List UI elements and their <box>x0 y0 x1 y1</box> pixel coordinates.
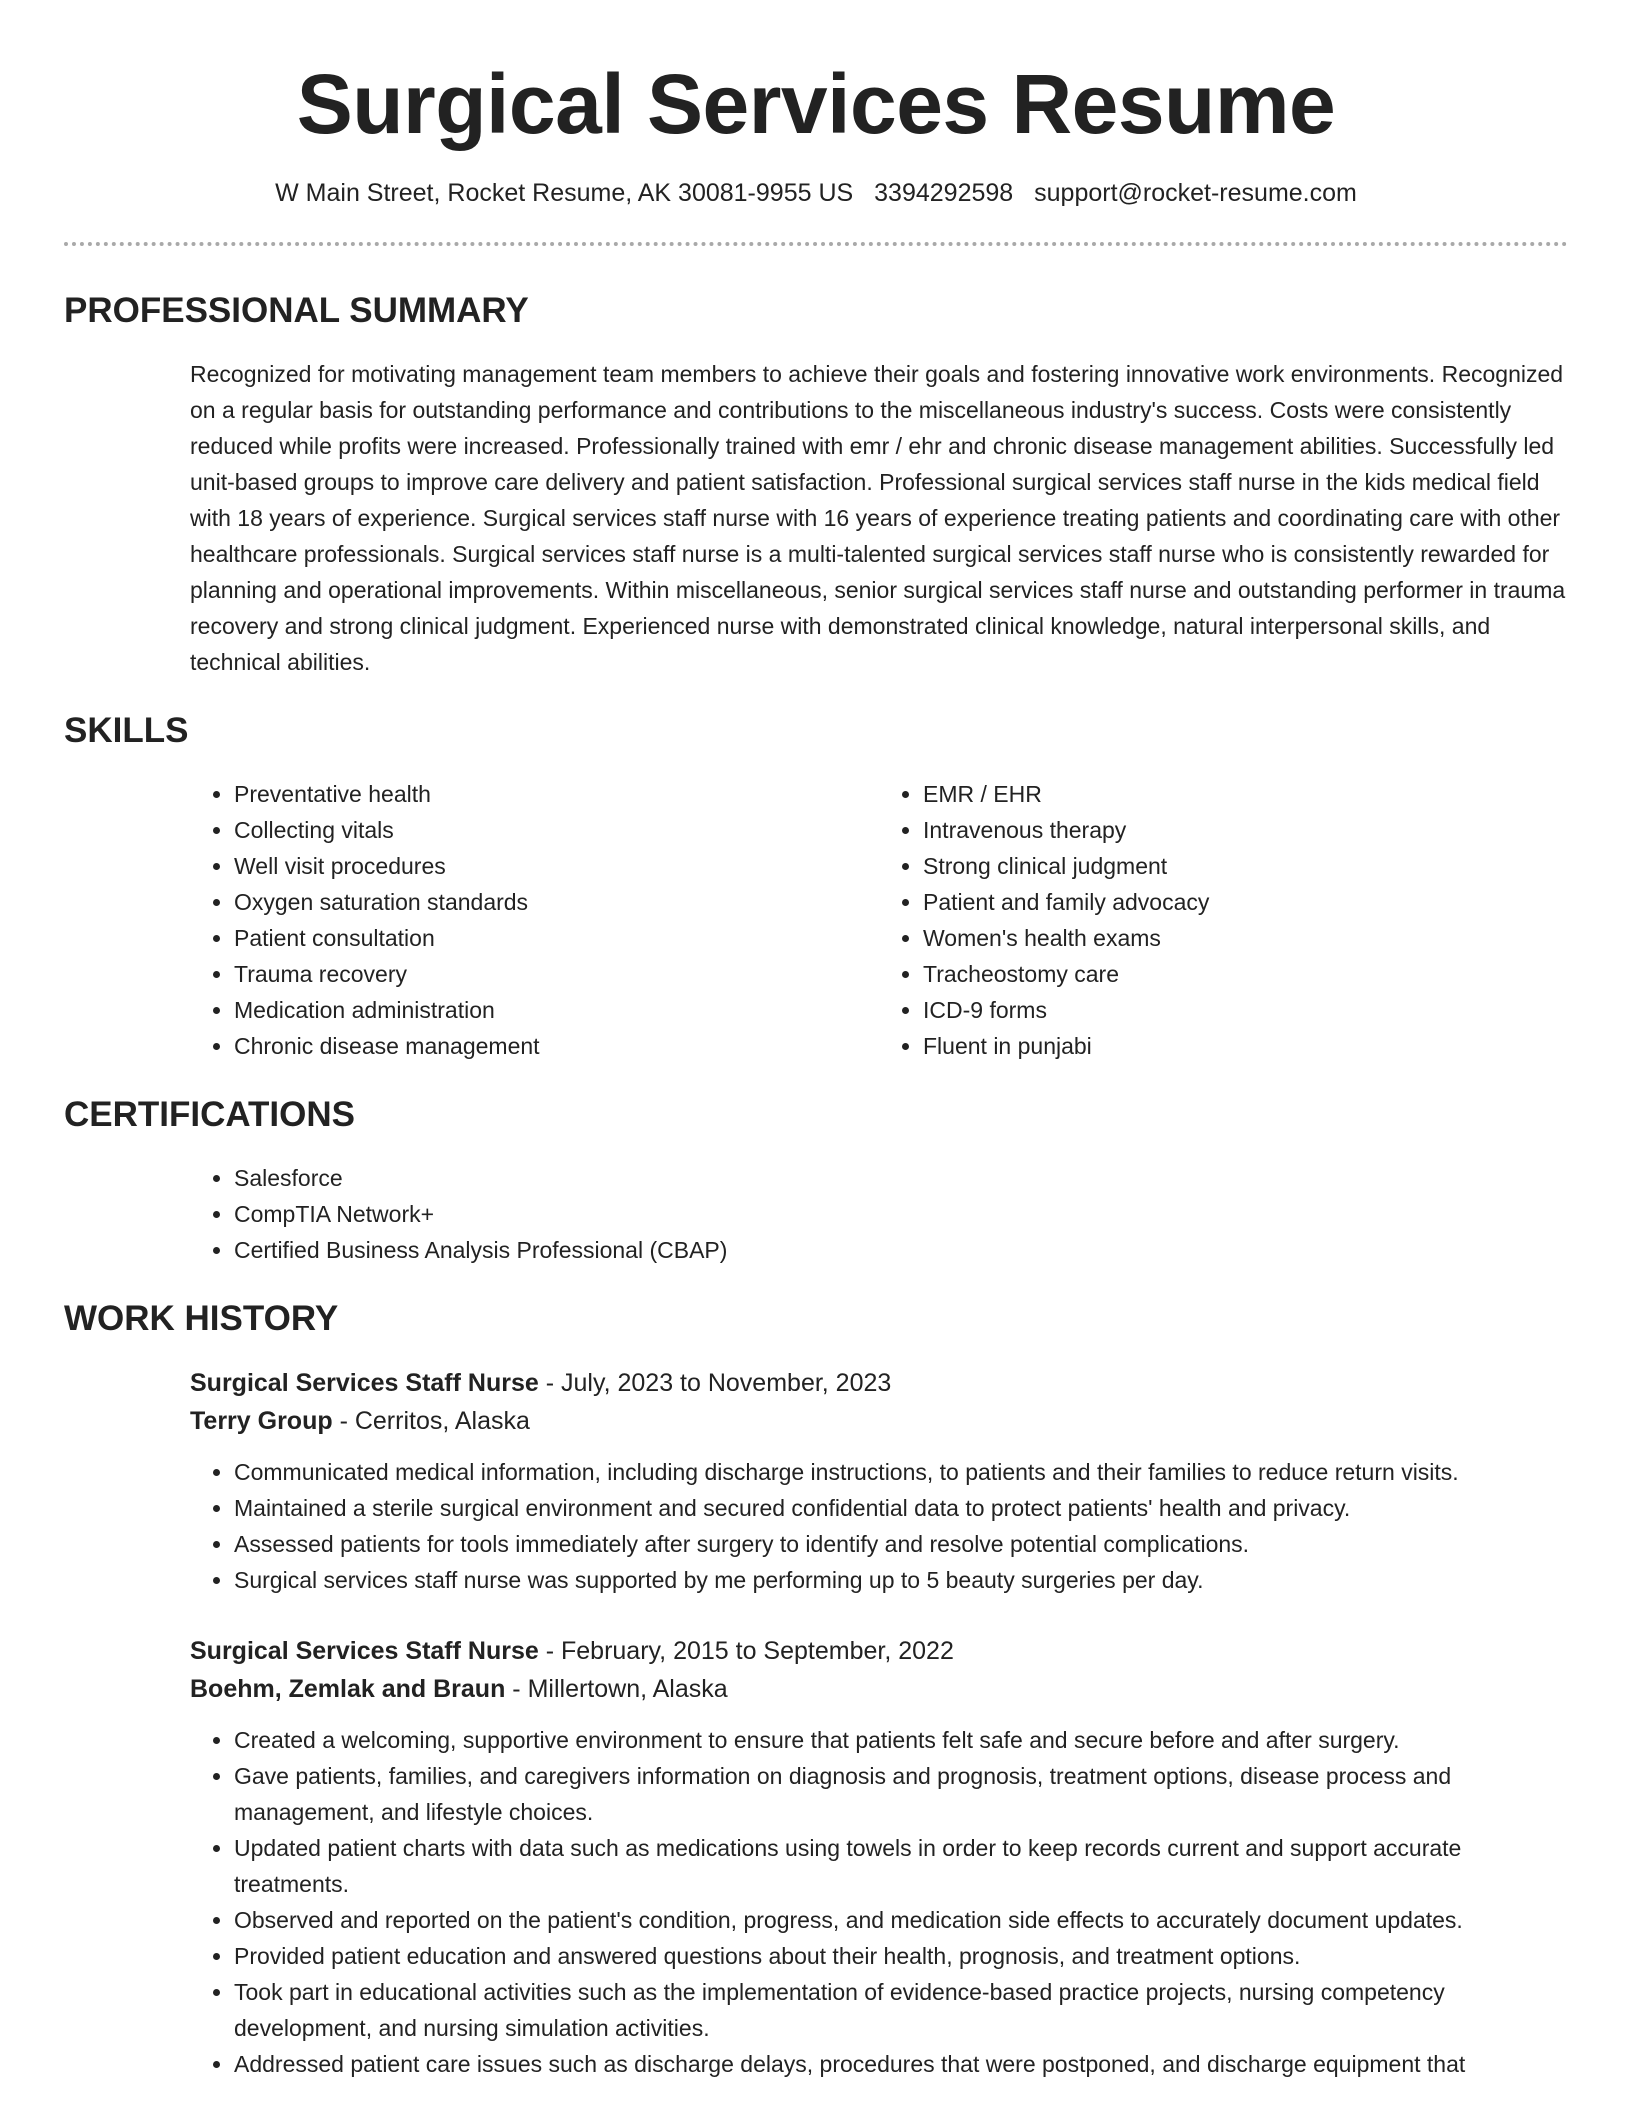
resume-page <box>64 0 1568 2082</box>
skill-item: • Intravenous therapy <box>923 812 1568 848</box>
job-title: Surgical Services Staff Nurse <box>190 1369 539 1397</box>
skill-item: • Collecting vitals <box>234 812 879 848</box>
job-bullets <box>190 1454 1568 1598</box>
job-bullet: • Created a welcoming, supportive environment to ensure that patients felt safe and secure before and after surgery. <box>234 1722 1568 1758</box>
job-bullet: • Communicated medical information, including discharge instructions, to patients and their families to reduce return visits. <box>234 1454 1568 1490</box>
contact-phone: 3394292598 <box>874 179 1014 207</box>
skill-item: • Patient and family advocacy <box>923 884 1568 920</box>
job-company-line <box>190 1670 1568 1708</box>
job-bullet: • Observed and reported on the patient's condition, progress, and medication side effects to accurately document updates. <box>234 1902 1568 1938</box>
job-bullets <box>190 1722 1568 2082</box>
skill-item: • EMR / EHR <box>923 776 1568 812</box>
summary-text: Recognized for motivating management team members to achieve their goals and fostering innovative work environments. Recognized on a regular basis for outstanding performance and contributions to the miscellaneous industry's success. Costs were consistently reduced while profits were increased. Professionally trained with emr / ehr and chronic disease management abilities. Successfully led unit-based groups to improve care delivery and patient satisfaction. Professional surgical services staff nurse in the kids medical field with 18 years of experience. Surgical services staff nurse with 16 years of experience treating patients and coordinating care with other healthcare professionals. Surgical services staff nurse is a multi-talented surgical services staff nurse who is consistently rewarded for planning and operational improvements. Within miscellaneous, senior surgical services staff nurse and outstanding performer in trauma recovery and strong clinical judgment. Experienced nurse with demonstrated clinical knowledge, natural interpersonal skills, and technical abilities. <box>190 361 1566 675</box>
job-bullet: • Gave patients, families, and caregivers information on diagnosis and prognosis, treatment options, disease process and management, and lifestyle choices. <box>234 1758 1568 1830</box>
job-title-line <box>190 1364 1568 1402</box>
skills-grid <box>190 776 1568 1064</box>
job-company: Terry Group <box>190 1407 333 1435</box>
skill-item: • Well visit procedures <box>234 848 879 884</box>
skills-right-list <box>879 776 1568 1064</box>
job-entry <box>190 1632 1568 2082</box>
header-divider <box>64 242 1568 246</box>
skill-item: • Fluent in punjabi <box>923 1028 1568 1064</box>
contact-email: support@rocket-resume.com <box>1034 179 1357 207</box>
skill-item: • Preventative health <box>234 776 879 812</box>
skill-item: • Medication administration <box>234 992 879 1028</box>
skill-item: • Patient consultation <box>234 920 879 956</box>
certifications-list <box>190 1160 1568 1268</box>
job-title: Surgical Services Staff Nurse <box>190 1637 539 1665</box>
job-dates: - July, 2023 to November, 2023 <box>538 1369 892 1397</box>
job-company: Boehm, Zemlak and Braun <box>190 1675 506 1703</box>
job-bullet: • Surgical services staff nurse was supported by me performing up to 5 beauty surgeries per day. <box>234 1562 1568 1598</box>
skill-item: • Oxygen saturation standards <box>234 884 879 920</box>
certifications-heading: CERTIFICATIONS <box>64 1095 356 1134</box>
job-bullet: • Took part in educational activities such as the implementation of evidence-based practice projects, nursing competency development, and nursing simulation activities. <box>234 1974 1568 2046</box>
job-bullet: • Provided patient education and answered questions about their health, prognosis, and treatment options. <box>234 1938 1568 1974</box>
job-entry <box>190 1364 1568 1598</box>
job-bullet: • Addressed patient care issues such as discharge delays, procedures that were postponed, and discharge equipment that <box>234 2046 1568 2082</box>
job-bullet: • Maintained a sterile surgical environment and secured confidential data to protect patients' health and privacy. <box>234 1490 1568 1526</box>
skill-item: • Chronic disease management <box>234 1028 879 1064</box>
work-history-heading: WORK HISTORY <box>64 1299 339 1338</box>
skill-item: • Tracheostomy care <box>923 956 1568 992</box>
skills-left-list <box>190 776 879 1064</box>
skill-item: • Women's health exams <box>923 920 1568 956</box>
certification-item: • CompTIA Network+ <box>234 1196 1568 1232</box>
job-location: - Cerritos, Alaska <box>332 1407 530 1435</box>
contact-address: W Main Street, Rocket Resume, AK 30081-9955 US <box>275 179 854 207</box>
job-company-line <box>190 1402 1568 1440</box>
job-title-line <box>190 1632 1568 1670</box>
certification-item: • Salesforce <box>234 1160 1568 1196</box>
job-dates: - February, 2015 to September, 2022 <box>538 1637 954 1665</box>
skills-heading: SKILLS <box>64 711 189 750</box>
job-bullet: • Updated patient charts with data such as medications using towels in order to keep records current and support accurate treatments. <box>234 1830 1568 1902</box>
skill-item: • ICD-9 forms <box>923 992 1568 1028</box>
contact-line <box>64 177 1568 209</box>
job-bullet: • Assessed patients for tools immediately after surgery to identify and resolve potential complications. <box>234 1526 1568 1562</box>
certification-item: • Certified Business Analysis Professional (CBAP) <box>234 1232 1568 1268</box>
skill-item: • Trauma recovery <box>234 956 879 992</box>
job-location: - Millertown, Alaska <box>505 1675 728 1703</box>
certifications-block <box>190 1160 1568 1268</box>
skill-item: • Strong clinical judgment <box>923 848 1568 884</box>
summary-heading: PROFESSIONAL SUMMARY <box>64 291 529 330</box>
resume-title: Surgical Services Resume <box>296 57 1336 151</box>
